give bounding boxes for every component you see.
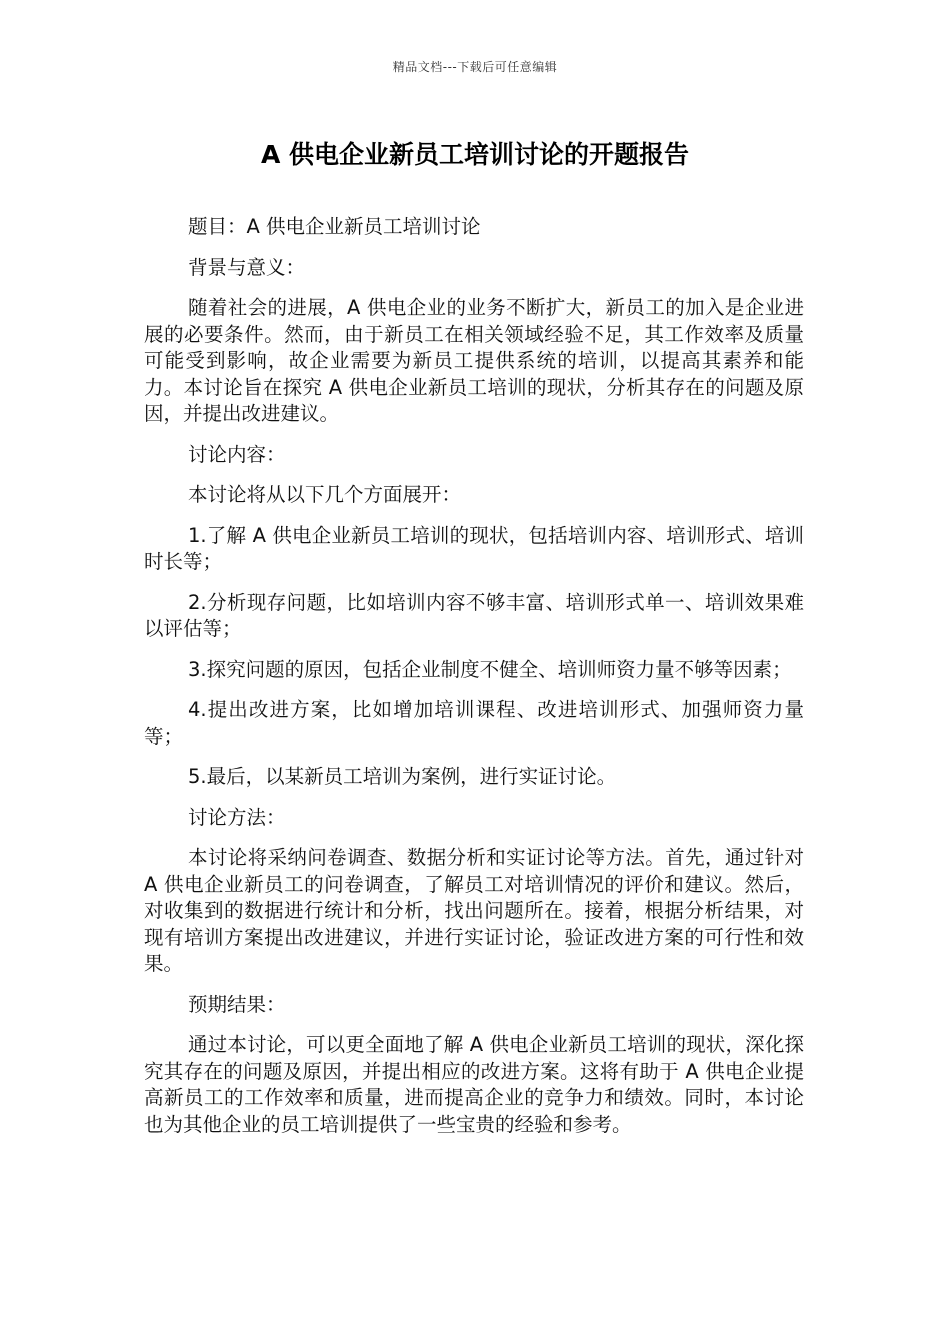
result-heading: 预期结果： [188,992,286,1016]
content-item-5: 5.最后，以某新员工培训为案例，进行实证讨论。 [188,765,617,788]
content-intro-paragraph: 本讨论将从以下几个方面展开： [188,483,462,506]
content-item-2: 2.分析现存问题，比如培训内容不够丰富、培训形式单一、培训效果难以评估等； [144,590,804,640]
method-paragraph: 本讨论将采纳问卷调查、数据分析和实证讨论等方法。首先，通过针对 A 供电企业新员工的问卷调查，了解员工对培训情况的评价和建议。然后，对收集到的数据进行统计和分析，找出问题所在。接着，根据分析结果，对现有培训方案提出改进建议，并进行实证讨论，验证改进方案的可行性和效果。 [144,846,804,975]
document-body [144,214,804,1152]
content-item-4: 4.提出改进方案，比如增加培训课程、改进培训形式、加强师资力量等； [144,698,804,748]
background-paragraph: 随着社会的进展，A 供电企业的业务不断扩大，新员工的加入是企业进展的必要条件。然而，由于新员工在相关领域经验不足，其工作效率及质量可能受到影响，故企业需要为新员工提供系统的培训，以提高其素养和能力。本讨论旨在探究 A 供电企业新员工培训的现状，分析其存在的问题及原因，并提出改进建议。 [144,296,804,425]
background-heading: 背景与意义： [188,255,306,279]
document-title: A 供电企业新员工培训讨论的开题报告 [260,140,690,169]
content-item-3: 3.探究问题的原因，包括企业制度不健全、培训师资力量不够等因素； [188,657,792,681]
content-heading: 讨论内容： [188,442,286,466]
result-paragraph: 通过本讨论，可以更全面地了解 A 供电企业新员工培训的现状，深化探究其存在的问题及原因，并提出相应的改进方案。这将有助于 A 供电企业提高新员工的工作效率和质量，进而提高企业的竞争力和绩效。同时，本讨论也为其他企业的员工培训提供了一些宝贵的经验和参考。 [144,1033,804,1136]
method-heading: 讨论方法： [188,805,286,829]
content-item-1: 1.了解 A 供电企业新员工培训的现状，包括培训内容、培训形式、培训时长等； [144,523,804,573]
header-note: 精品文档---下载后可任意编辑 [392,60,558,74]
topic-line: 题目：A 供电企业新员工培训讨论 [188,215,481,238]
